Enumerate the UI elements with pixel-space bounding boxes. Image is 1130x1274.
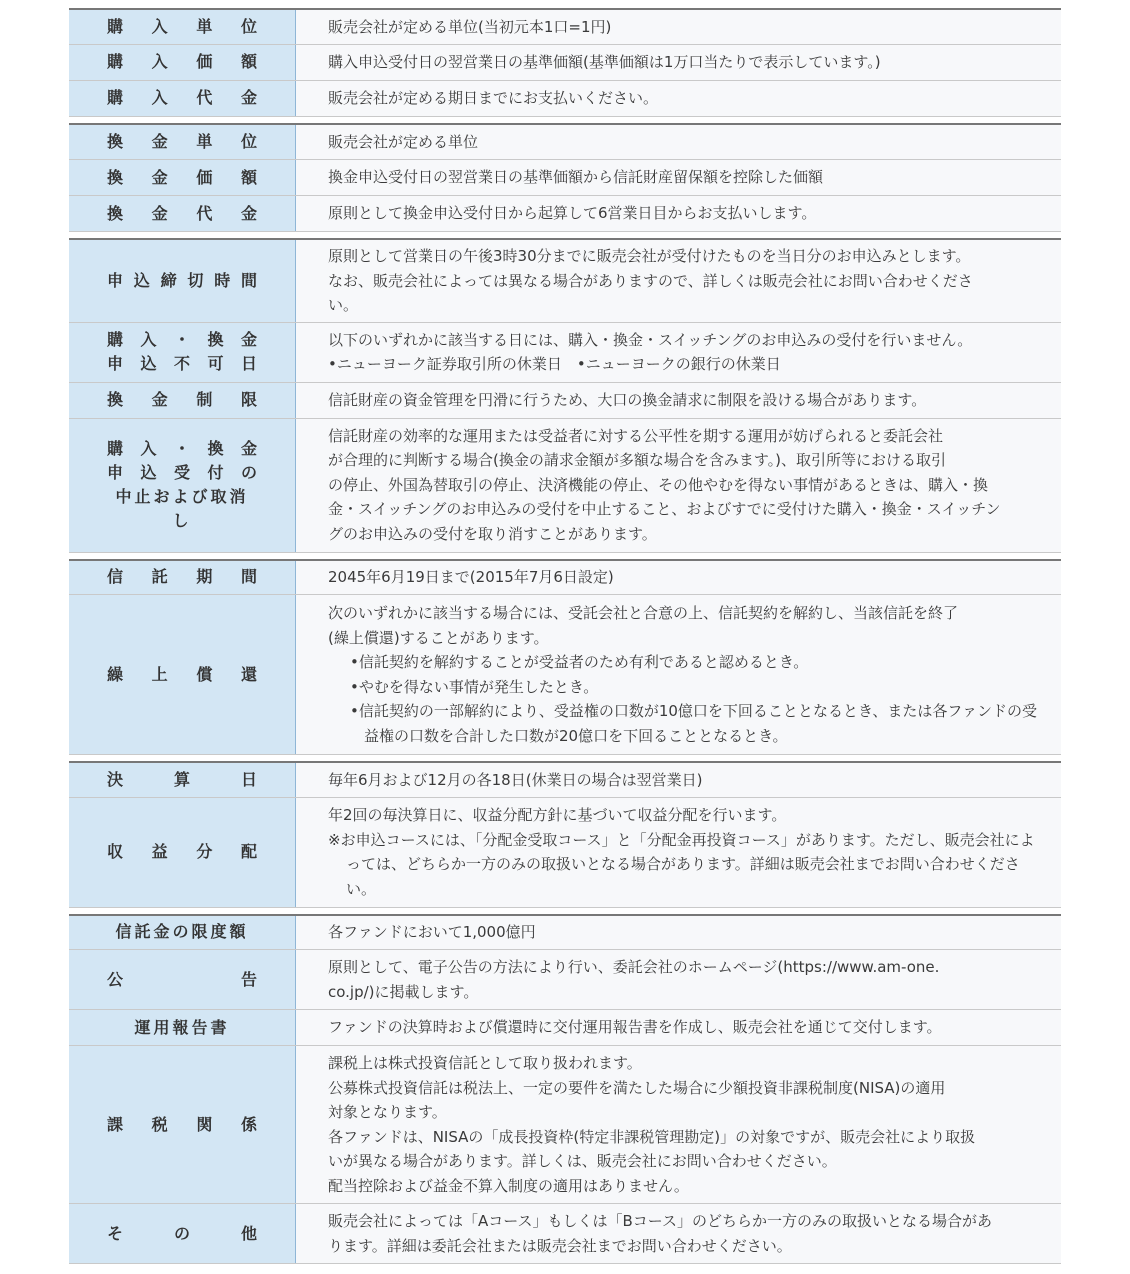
label-purchase-price: 購 入 価 額: [69, 44, 296, 80]
row-redemption-payment: [69, 196, 1061, 232]
value-settlement-date: 毎年6月および12月の各18日(休業日の場合は翌営業日): [296, 762, 1062, 797]
row-other: [69, 1204, 1061, 1264]
label-purchase-payment: 購 入 代 金: [69, 80, 296, 116]
value-income-distribution: 年2回の毎決算日に、収益分配方針に基づいて収益分配を行います。 ※お申込コースには、「分配金受取コース」と「分配金再投資コース」があります。ただし、販売会社によっては、どちらか一方のみの取扱いとなる場合があります。詳細は販売会社までお問い合わせください。: [296, 797, 1062, 907]
row-redemption-price: [69, 160, 1061, 196]
label-other: そ の 他: [69, 1204, 296, 1264]
value-purchase-payment: 販売会社が定める期日までにお支払いください。: [296, 80, 1062, 116]
label-suspension-cancellation: 購 入 ・ 換 金 申 込 受 付 の 中止および取消し: [69, 418, 296, 552]
label-redemption-payment: 換 金 代 金: [69, 196, 296, 232]
value-trust-limit: 各ファンドにおいて1,000億円: [296, 915, 1062, 950]
row-redemption-limit: [69, 382, 1061, 418]
label-application-deadline: 申 込 締 切 時 間: [69, 239, 296, 322]
value-taxation: 課税上は株式投資信託として取り扱われます。 公募株式投資信託は税法上、一定の要件を満たした場合に少額投資非課税制度(NISA)の適用 対象となります。 各ファンドは、NISAの「成長投資枠(特定非課税管理勘定)」の対象ですが、販売会社により取扱 いが異なる場合があります。詳しくは、販売会社にお問い合わせください。 配当控除および益金不算入制度の適用はありません。: [296, 1046, 1062, 1204]
label-settlement-date: 決 算 日: [69, 762, 296, 797]
row-income-distribution: [69, 797, 1061, 907]
value-purchase-price: 購入申込受付日の翌営業日の基準価額(基準価額は1万口当たりで表示しています。): [296, 44, 1062, 80]
label-purchase-unit: 購 入 単 位: [69, 9, 296, 44]
row-early-redemption: [69, 595, 1061, 755]
label-redemption-unit: 換 金 単 位: [69, 124, 296, 160]
value-suspension-cancellation: 信託財産の効率的な運用または受益者に対する公平性を期する運用が妨げられると委託会社 が合理的に判断する場合(換金の請求金額が多額な場合を含みます。)、取引所等における取引 の停止、外国為替取引の停止、決済機能の停止、その他やむを得ない事情があるときは、購入・換 金・スイッチングのお申込みの受付を中止すること、およびすでに受付けた購入・換金・スイッチン グのお申込みの受付を取り消すことがあります。: [296, 418, 1062, 552]
value-application-deadline: 原則として営業日の午後3時30分までに販売会社が受付けたものを当日分のお申込みとします。 なお、販売会社によっては異なる場合がありますので、詳しくは販売会社にお問い合わせくださ い。: [296, 239, 1062, 322]
row-purchase-unit: [69, 9, 1061, 44]
label-public-notice: 公 告: [69, 950, 296, 1010]
note-text: ※お申込コースには、「分配金受取コース」と「分配金再投資コース」があります。ただし、販売会社によっては、どちらか一方のみの取扱いとなる場合があります。詳細は販売会社までお問い合わせください。: [328, 830, 1035, 898]
label-management-report: 運用報告書: [69, 1010, 296, 1046]
value-public-notice: 原則として、電子公告の方法により行い、委託会社のホームページ(https://www.am-one. co.jp/)に掲載します。: [296, 950, 1062, 1010]
label-redemption-price: 換 金 価 額: [69, 160, 296, 196]
row-suspension-cancellation: [69, 418, 1061, 552]
value-other: 販売会社によっては「Aコース」もしくは「Bコース」のどちらか一方のみの取扱いとなる場合があ ります。詳細は委託会社または販売会社までお問い合わせください。: [296, 1204, 1062, 1264]
value-non-application-days: 以下のいずれかに該当する日には、購入・換金・スイッチングのお申込みの受付を行いません。 •ニューヨーク証券取引所の休業日 •ニューヨークの銀行の休業日: [296, 322, 1062, 382]
label-redemption-limit: 換 金 制 限: [69, 382, 296, 418]
bullet-item: •やむを得ない事情が発生したとき。: [350, 677, 599, 696]
row-non-application-days: [69, 322, 1061, 382]
value-redemption-limit: 信託財産の資金管理を円滑に行うため、大口の換金請求に制限を設ける場合があります。: [296, 382, 1062, 418]
label-early-redemption: 繰 上 償 還: [69, 595, 296, 755]
row-purchase-payment: [69, 80, 1061, 116]
fund-info-table-wrapper: [69, 8, 1061, 1264]
label-income-distribution: 収 益 分 配: [69, 797, 296, 907]
bullet-item: •信託契約の一部解約により、受益権の口数が10億口を下回ることとなるとき、または各ファンドの受益権の口数を合計した口数が20億口を下回ることとなるとき。: [350, 702, 1038, 745]
value-management-report: ファンドの決算時および償還時に交付運用報告書を作成し、販売会社を通じて交付します。: [296, 1010, 1062, 1046]
value-redemption-payment: 原則として換金申込受付日から起算して6営業日目からお支払いします。: [296, 196, 1062, 232]
value-trust-period: 2045年6月19日まで(2015年7月6日設定): [296, 560, 1062, 595]
row-public-notice: [69, 950, 1061, 1010]
row-settlement-date: [69, 762, 1061, 797]
value-early-redemption: 次のいずれかに該当する場合には、受託会社と合意の上、信託契約を解約し、当該信託を終了 (繰上償還)することがあります。 •信託契約を解約することが受益者のため有利であると認めるとき。 •やむを得ない事情が発生したとき。 •信託契約の一部解約により、受益権の口数が10億口を下回ることとなるとき、または各ファンドの受益権の口数を合計した口数が20億口を下回ることとなるとき。: [296, 595, 1062, 755]
label-trust-limit: 信託金の限度額: [69, 915, 296, 950]
bullet-item: •信託契約を解約することが受益者のため有利であると認めるとき。: [350, 653, 809, 671]
label-taxation: 課 税 関 係: [69, 1046, 296, 1204]
value-redemption-price: 換金申込受付日の翌営業日の基準価額から信託財産留保額を控除した価額: [296, 160, 1062, 196]
row-redemption-unit: [69, 124, 1061, 160]
fund-info-table: [69, 8, 1061, 1264]
row-trust-limit: [69, 915, 1061, 950]
value-redemption-unit: 販売会社が定める単位: [296, 124, 1062, 160]
row-management-report: [69, 1010, 1061, 1046]
row-purchase-price: [69, 44, 1061, 80]
row-application-deadline: [69, 239, 1061, 322]
row-taxation: [69, 1046, 1061, 1204]
value-purchase-unit: 販売会社が定める単位(当初元本1口=1円): [296, 9, 1062, 44]
label-non-application-days: 購 入 ・ 換 金 申 込 不 可 日: [69, 322, 296, 382]
label-trust-period: 信 託 期 間: [69, 560, 296, 595]
row-trust-period: [69, 560, 1061, 595]
